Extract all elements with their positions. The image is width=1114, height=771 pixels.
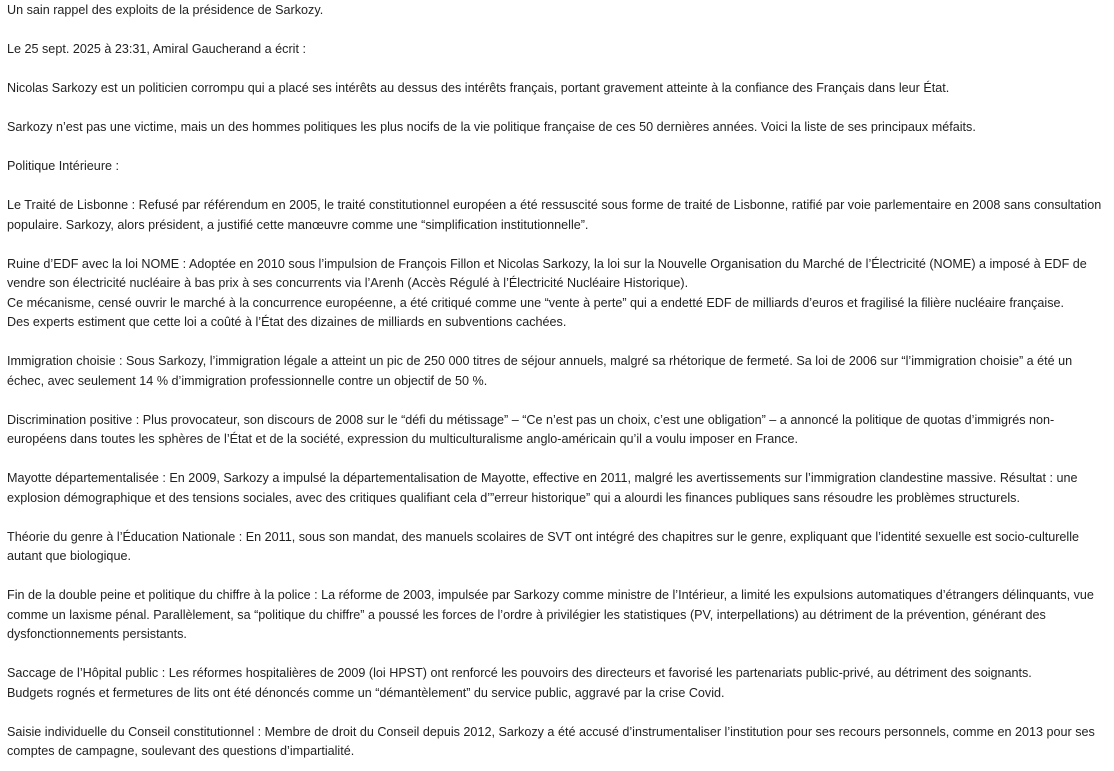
paragraph-line: Mayotte départementalisée : En 2009, Sarkozy a impulsé la départementalisation de Mayotte, effective en 2011, malgré les avertissements sur l’immigration clandestine massive. Résultat : une explosion démographique et des tensions sociales, avec des critiques qualifiant cela d’”erreur historique” qui a alourdi les finances publiques sans résoudre les problèmes structurels.	[7, 471, 1078, 505]
quoted-paragraph	[7, 255, 1104, 333]
paragraph-line: Fin de la double peine et politique du chiffre à la police : La réforme de 2003, impulsée par Sarkozy comme ministre de l’Intérieur, a limité les expulsions automatiques d’étrangers délinquants, vue comme un laxisme pénal. Parallèlement, sa “politique du chiffre” a poussé les forces de l’ordre à privilégier les statistiques (PV, interpellations) au détriment de la prévention, générant des dysfonctionnements persistants.	[7, 588, 1094, 641]
section-heading	[7, 157, 1104, 177]
quoted-paragraph	[7, 528, 1104, 567]
email-intro-text: Un sain rappel des exploits de la présidence de Sarkozy.	[7, 3, 324, 17]
quoted-paragraph	[7, 352, 1104, 391]
quoted-paragraph	[7, 664, 1104, 703]
paragraph-line: Saccage de l’Hôpital public : Les réformes hospitalières de 2009 (loi HPST) ont renforcé les pouvoirs des directeurs et favorisé les partenariats public-privé, au détriment des soignants.	[7, 666, 1032, 680]
paragraph-line: Nicolas Sarkozy est un politicien corrompu qui a placé ses intérêts au dessus des intérêts français, portant gravement atteinte à la confiance des Français dans leur État.	[7, 81, 950, 95]
paragraph-line: Discrimination positive : Plus provocateur, son discours de 2008 sur le “défi du métissage” – “Ce n’est pas un choix, c’est une obligation” – a annoncé la politique de quotas d’immigrés non-européens dans toutes les sphères de l’État et de la société, expression du multiculturalisme anglo-américain qu’il a voulu imposer en France.	[7, 412, 1055, 446]
paragraph-line: Ce mécanisme, censé ouvrir le marché à la concurrence européenne, a été critiqué comme une “vente à perte” qui a endetté EDF de milliards d’euros et fragilisé la filière nucléaire française.	[7, 295, 1065, 310]
paragraph-line: Saisie individuelle du Conseil constitutionnel : Membre de droit du Conseil depuis 2012, Sarkozy a été accusé d’instrumentaliser l’institution pour ses recours personnels, comme en 2013 pour ses comptes de campagne, soulevant des questions d’impartialité.	[7, 724, 1095, 758]
quote-header: Le 25 sept. 2025 à 23:31, Amiral Gaucherand a écrit :	[7, 42, 306, 56]
paragraph-line: Des experts estiment que cette loi a coûté à l’État des dizaines de milliards en subventions cachées.	[7, 315, 567, 329]
paragraph-line: Le Traité de Lisbonne : Refusé par référendum en 2005, le traité constitutionnel européen a été ressuscité sous forme de traité de Lisbonne, ratifié par voie parlementaire en 2008 sans consultation populaire. Sarkozy, alors président, a justifié cette manœuvre comme une “simplification institutionnelle”.	[7, 198, 1102, 232]
quoted-paragraph	[7, 411, 1104, 450]
paragraph-line: Budgets rognés et fermetures de lits ont été dénoncés comme un “démantèlement” du service public, aggravé par la crise Covid.	[7, 685, 725, 700]
paragraph-line: Immigration choisie : Sous Sarkozy, l’immigration légale a atteint un pic de 250 000 titres de séjour annuels, malgré sa rhétorique de fermeté. Sa loi de 2006 sur “l’immigration choisie” a été un échec, avec seulement 14 % d’immigration professionnelle contre un objectif de 50 %.	[7, 354, 1073, 388]
paragraph-line: Théorie du genre à l’Éducation Nationale : En 2011, sous son mandat, des manuels scolaires de SVT ont intégré des chapitres sur le genre, expliquant que l’identité sexuelle est socio-culturelle autant que biologique.	[7, 529, 1080, 563]
paragraph-line: Politique Intérieure :	[7, 159, 120, 173]
paragraph-line: Ruine d’EDF avec la loi NOME : Adoptée en 2010 sous l’impulsion de François Fillon et Nicolas Sarkozy, la loi sur la Nouvelle Organisation du Marché de l’Électricité (NOME) a imposé à EDF de vendre son électricité nucléaire à bas prix à ses concurrents via l’Arenh (Accès Régulé à l’Électricité Nucléaire Historique).	[7, 256, 1087, 290]
quoted-paragraph	[7, 196, 1104, 235]
paragraph-line: Sarkozy n’est pas une victime, mais un des hommes politiques les plus nocifs de la vie politique française de ces 50 dernières années. Voici la liste de ses principaux méfaits.	[7, 120, 976, 134]
quoted-paragraph	[7, 469, 1104, 508]
quoted-paragraph	[7, 118, 1104, 138]
quoted-paragraph	[7, 723, 1104, 762]
quoted-paragraph	[7, 586, 1104, 645]
quoted-paragraph	[7, 79, 1104, 99]
